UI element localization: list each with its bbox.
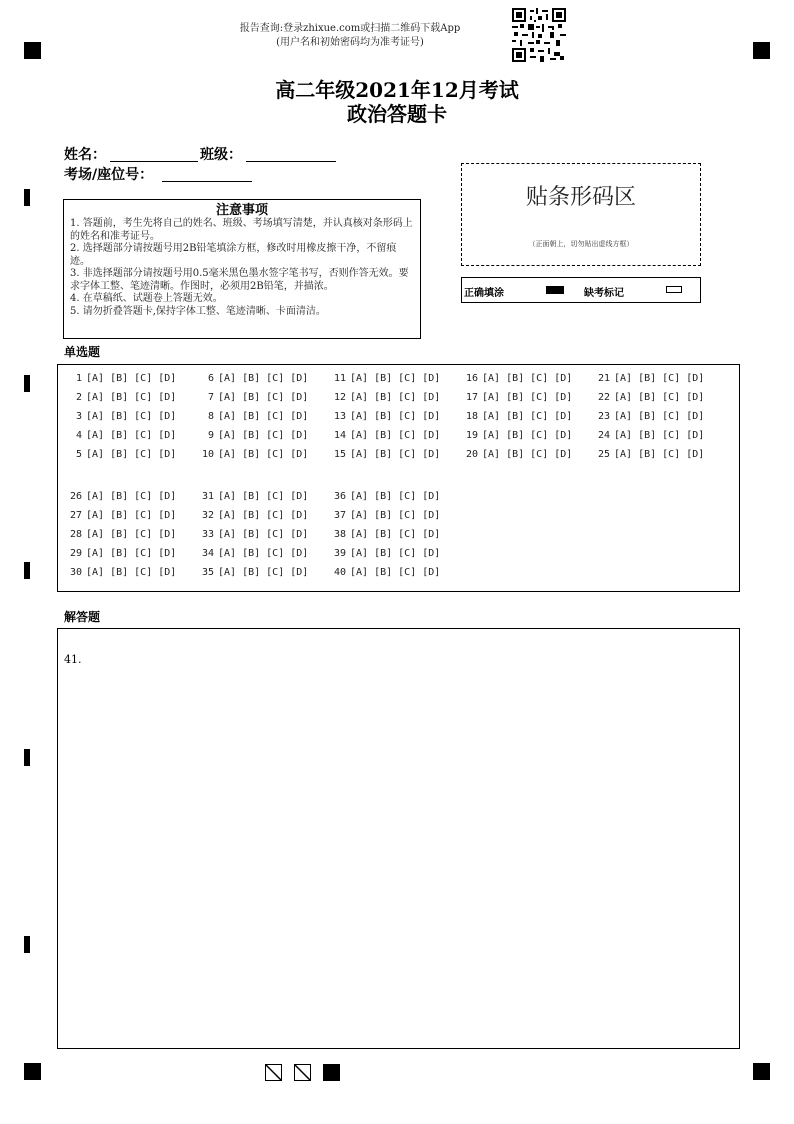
notice-item: 5. 请勿折叠答题卡,保持字体工整、笔迹清晰、卡面清洁。 <box>70 305 326 317</box>
mcq-question-number: 1 <box>75 373 82 384</box>
class-field[interactable] <box>246 160 336 162</box>
mcq-options[interactable]: [A] [B] [C] [D] <box>482 392 573 403</box>
corner-mark-top-right <box>753 42 770 59</box>
mcq-question-number: 40 <box>333 567 346 578</box>
mcq-question <box>66 392 176 403</box>
mcq-options[interactable]: [A] [B] [C] [D] <box>218 373 309 384</box>
mcq-options[interactable]: [A] [B] [C] [D] <box>86 567 177 578</box>
filled-box-mark <box>323 1064 340 1081</box>
mcq-question-number: 37 <box>333 510 346 521</box>
side-mark <box>24 375 30 392</box>
mcq-question-number: 13 <box>333 411 346 422</box>
mcq-options[interactable]: [A] [B] [C] [D] <box>86 430 177 441</box>
mcq-question-number: 12 <box>333 392 346 403</box>
mcq-question-number: 8 <box>207 411 214 422</box>
correct-fill-sample <box>546 286 564 294</box>
mcq-options[interactable]: [A] [B] [C] [D] <box>86 392 177 403</box>
mcq-options[interactable]: [A] [B] [C] [D] <box>218 510 309 521</box>
mcq-options[interactable]: [A] [B] [C] [D] <box>350 430 441 441</box>
mcq-question-number: 38 <box>333 529 346 540</box>
absent-mark-label: 缺考标记 <box>584 288 624 299</box>
corner-mark-bottom-left <box>24 1063 41 1080</box>
mcq-question-number: 3 <box>75 411 82 422</box>
seat-field[interactable] <box>162 180 252 182</box>
mcq-options[interactable]: [A] [B] [C] [D] <box>218 392 309 403</box>
mcq-question-number: 7 <box>207 392 214 403</box>
mcq-question <box>66 373 176 384</box>
mcq-question <box>330 529 440 540</box>
mcq-answer-grid <box>57 364 740 592</box>
mcq-question <box>594 430 704 441</box>
mcq-options[interactable]: [A] [B] [C] [D] <box>218 548 309 559</box>
mcq-question-number: 34 <box>201 548 214 559</box>
side-mark <box>24 936 30 953</box>
answer-section-label: 解答题 <box>64 610 101 624</box>
notice-item: 2. 选择题部分请按题号用2B铅笔填涂方框，修改时用橡皮擦干净，不留痕迹。 <box>70 243 397 267</box>
mcq-options[interactable]: [A] [B] [C] [D] <box>614 430 705 441</box>
mcq-options[interactable]: [A] [B] [C] [D] <box>350 548 441 559</box>
mcq-options[interactable]: [A] [B] [C] [D] <box>218 567 309 578</box>
report-line-2: (用户名和初始密码均为准考证号) <box>276 37 424 48</box>
mcq-question-number: 17 <box>465 392 478 403</box>
mcq-options[interactable]: [A] [B] [C] [D] <box>350 449 441 460</box>
mcq-question-number: 10 <box>201 449 214 460</box>
mcq-question-number: 26 <box>69 491 82 502</box>
mcq-options[interactable]: [A] [B] [C] [D] <box>350 411 441 422</box>
mcq-options[interactable]: [A] [B] [C] [D] <box>86 373 177 384</box>
name-label: 姓名： <box>64 147 106 163</box>
absent-mark-checkbox[interactable] <box>666 286 682 293</box>
mcq-question <box>330 567 440 578</box>
side-mark <box>24 562 30 579</box>
mcq-question-number: 16 <box>465 373 478 384</box>
mcq-question <box>462 411 572 422</box>
mcq-question-number: 19 <box>465 430 478 441</box>
mcq-question-number: 18 <box>465 411 478 422</box>
mcq-options[interactable]: [A] [B] [C] [D] <box>614 449 705 460</box>
mcq-question <box>330 411 440 422</box>
notice-item: 3. 非选择题部分请按题号用0.5毫米黑色墨水签字笔书写，否则作答无效。要求字体工整、笔迹清晰。作图时，必须用2B铅笔，并描浓。 <box>70 268 409 292</box>
mcq-options[interactable]: [A] [B] [C] [D] <box>614 411 705 422</box>
question-number: 41. <box>64 653 82 666</box>
crossed-box-icon <box>265 1064 282 1081</box>
mcq-question-number: 21 <box>597 373 610 384</box>
notice-item: 1. 答题前，考生先将自己的姓名、班级、考场填写清楚，并认真核对条形码上的姓名和准考证号。 <box>70 218 413 242</box>
mcq-question <box>330 392 440 403</box>
mcq-question <box>66 449 176 460</box>
mcq-options[interactable]: [A] [B] [C] [D] <box>86 529 177 540</box>
answer-box[interactable] <box>57 628 740 1049</box>
mcq-question-number: 15 <box>333 449 346 460</box>
mcq-question <box>462 430 572 441</box>
name-field[interactable] <box>110 160 198 162</box>
mcq-options[interactable]: [A] [B] [C] [D] <box>482 373 573 384</box>
mcq-question <box>330 491 440 502</box>
crossed-box-icon <box>294 1064 311 1081</box>
barcode-note: （正面朝上，切勿贴出虚线方框） <box>528 240 634 248</box>
notice-item: 4. 在草稿纸、试题卷上答题无效。 <box>70 293 223 304</box>
mcq-question-number: 39 <box>333 548 346 559</box>
mcq-question-number: 25 <box>597 449 610 460</box>
mcq-question <box>66 430 176 441</box>
mcq-question <box>198 373 308 384</box>
correct-fill-label: 正确填涂 <box>464 288 504 299</box>
mcq-question-number: 28 <box>69 529 82 540</box>
mcq-question <box>462 392 572 403</box>
mcq-question-number: 2 <box>75 392 82 403</box>
mcq-question <box>198 449 308 460</box>
mcq-question <box>66 491 176 502</box>
side-mark <box>24 189 30 206</box>
notice-title: 注意事项 <box>215 203 268 218</box>
mcq-question <box>66 510 176 521</box>
mcq-question-number: 31 <box>201 491 214 502</box>
mcq-question <box>462 373 572 384</box>
report-info <box>200 22 500 50</box>
mcq-question <box>594 392 704 403</box>
mcq-options[interactable]: [A] [B] [C] [D] <box>614 373 705 384</box>
page-subtitle: 政治答题卡 <box>347 102 447 126</box>
mcq-options[interactable]: [A] [B] [C] [D] <box>482 449 573 460</box>
side-mark <box>24 749 30 766</box>
mcq-options[interactable]: [A] [B] [C] [D] <box>218 411 309 422</box>
mcq-options[interactable]: [A] [B] [C] [D] <box>86 411 177 422</box>
mcq-question-number: 6 <box>207 373 214 384</box>
seat-label: 考场/座位号： <box>64 167 154 183</box>
mcq-question-number: 23 <box>597 411 610 422</box>
mcq-options[interactable]: [A] [B] [C] [D] <box>86 510 177 521</box>
mcq-question <box>198 411 308 422</box>
mcq-options[interactable]: [A] [B] [C] [D] <box>350 392 441 403</box>
mcq-options[interactable]: [A] [B] [C] [D] <box>350 529 441 540</box>
mcq-question <box>66 411 176 422</box>
mcq-question-number: 36 <box>333 491 346 502</box>
mcq-options[interactable]: [A] [B] [C] [D] <box>350 510 441 521</box>
corner-mark-bottom-right <box>753 1063 770 1080</box>
mcq-question-number: 32 <box>201 510 214 521</box>
mcq-question <box>330 548 440 559</box>
report-line-1: 报告查询:登录zhixue.com或扫描二维码下载App <box>239 23 461 34</box>
fill-example <box>461 277 701 303</box>
mcq-options[interactable]: [A] [B] [C] [D] <box>86 548 177 559</box>
page-title: 高二年级2021年12月考试 <box>275 78 519 102</box>
mcq-options[interactable]: [A] [B] [C] [D] <box>614 392 705 403</box>
mcq-question-number: 11 <box>333 373 346 384</box>
notice-box <box>63 199 421 339</box>
mcq-options[interactable]: [A] [B] [C] [D] <box>218 430 309 441</box>
mcq-options[interactable]: [A] [B] [C] [D] <box>482 411 573 422</box>
mcq-question <box>330 430 440 441</box>
mcq-question <box>198 491 308 502</box>
mcq-question-number: 14 <box>333 430 346 441</box>
mcq-options[interactable]: [A] [B] [C] [D] <box>350 373 441 384</box>
mcq-question-number: 5 <box>75 449 82 460</box>
mcq-section-label: 单选题 <box>64 345 101 359</box>
barcode-area[interactable] <box>461 163 701 266</box>
mcq-question-number: 27 <box>69 510 82 521</box>
mcq-question-number: 30 <box>69 567 82 578</box>
mcq-question <box>198 529 308 540</box>
mcq-question <box>198 392 308 403</box>
mcq-question <box>198 430 308 441</box>
corner-mark-top-left <box>24 42 41 59</box>
mcq-question-number: 35 <box>201 567 214 578</box>
mcq-question-number: 20 <box>465 449 478 460</box>
mcq-question-number: 33 <box>201 529 214 540</box>
mcq-question <box>198 548 308 559</box>
mcq-options[interactable]: [A] [B] [C] [D] <box>86 491 177 502</box>
class-label: 班级： <box>200 147 242 163</box>
barcode-title: 贴条形码区 <box>525 185 636 210</box>
mcq-question-number: 4 <box>75 430 82 441</box>
mcq-question-number: 9 <box>207 430 214 441</box>
mcq-question <box>198 567 308 578</box>
mcq-options[interactable]: [A] [B] [C] [D] <box>350 567 441 578</box>
mcq-question-number: 22 <box>597 392 610 403</box>
mcq-question <box>462 449 572 460</box>
mcq-question-number: 24 <box>597 430 610 441</box>
mcq-options[interactable]: [A] [B] [C] [D] <box>218 529 309 540</box>
mcq-options[interactable]: [A] [B] [C] [D] <box>86 449 177 460</box>
mcq-options[interactable]: [A] [B] [C] [D] <box>218 449 309 460</box>
mcq-question <box>198 510 308 521</box>
mcq-question <box>330 510 440 521</box>
mcq-question <box>594 373 704 384</box>
mcq-question-number: 29 <box>69 548 82 559</box>
mcq-question <box>594 411 704 422</box>
mcq-question <box>66 529 176 540</box>
mcq-question <box>330 373 440 384</box>
mcq-options[interactable]: [A] [B] [C] [D] <box>350 491 441 502</box>
mcq-question <box>594 449 704 460</box>
mcq-question <box>330 449 440 460</box>
mcq-options[interactable]: [A] [B] [C] [D] <box>218 491 309 502</box>
qr-code-icon[interactable] <box>512 8 566 62</box>
mcq-question <box>66 548 176 559</box>
mcq-options[interactable]: [A] [B] [C] [D] <box>482 430 573 441</box>
mcq-question <box>66 567 176 578</box>
